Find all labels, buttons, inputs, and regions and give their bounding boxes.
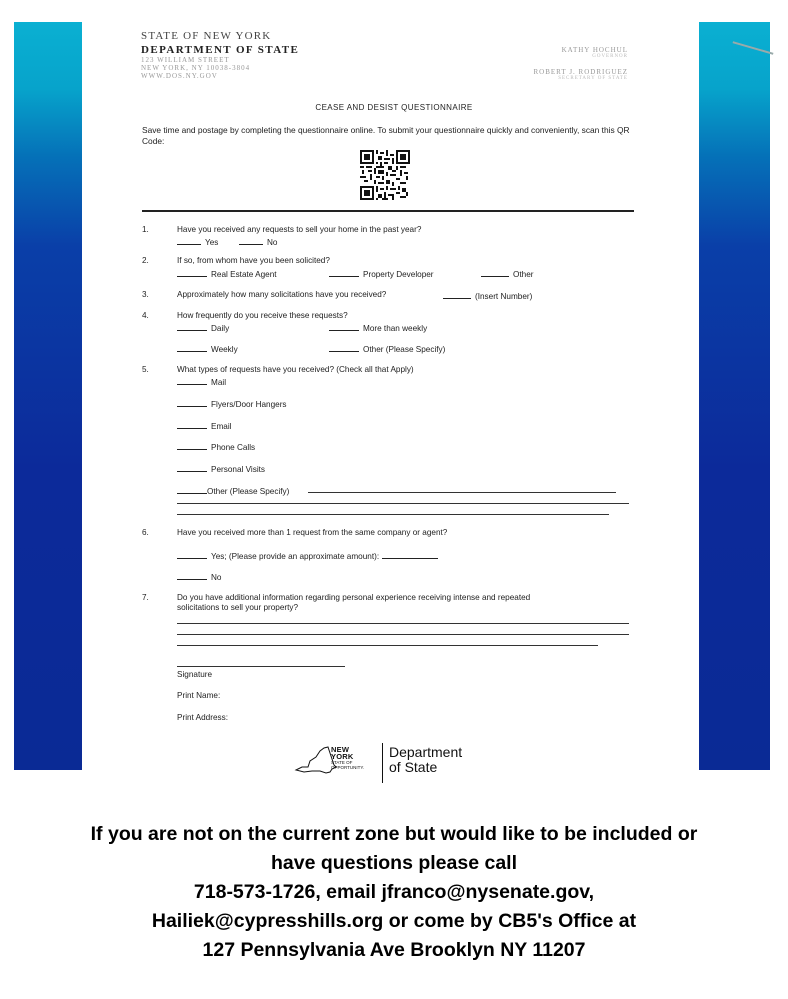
- ny-wordmark-line1: NEW YORK: [331, 745, 354, 761]
- q5-option-visits-label: Personal Visits: [211, 465, 266, 474]
- dept-wordmark-line2: of State: [389, 759, 438, 775]
- q6-text: Have you received more than 1 request from the same company or agent?: [177, 528, 448, 537]
- ny-wordmark: [331, 746, 364, 770]
- q4-option-weekly-label: Weekly: [211, 345, 238, 354]
- q5-text: What types of requests have you received? (Check all that Apply): [177, 365, 414, 374]
- q3-text: Approximately how many solicitations have you received?: [177, 290, 387, 299]
- q5-option-other-label: Other (Please Specify): [207, 487, 290, 496]
- ny-wordmark-line2: STATE OF: [331, 760, 353, 765]
- q5-number: 5.: [142, 365, 149, 374]
- q4-option-more-than-weekly[interactable]: [329, 322, 427, 333]
- q1-number: 1.: [142, 225, 149, 234]
- q5-other-line-2[interactable]: [177, 503, 629, 504]
- q3-count-field[interactable]: [443, 290, 532, 301]
- letterhead-website: WWW.DOS.NY.GOV: [141, 72, 218, 80]
- q2-text: If so, from whom have you been solicited?: [177, 256, 330, 265]
- section-divider: [142, 210, 634, 212]
- secretary-title: SECRETARY OF STATE: [558, 76, 628, 81]
- q5-option-phone-label: Phone Calls: [211, 443, 256, 452]
- q3-hint: (Insert Number): [475, 292, 533, 301]
- letterhead-address1: 123 WILLIAM STREET: [141, 56, 230, 64]
- q4-option-other[interactable]: [329, 343, 445, 354]
- q4-text: How frequently do you receive these requests?: [177, 311, 348, 320]
- q2-option-developer[interactable]: [329, 268, 434, 279]
- letterhead-officials: [528, 46, 628, 90]
- q6-yes-option[interactable]: [177, 550, 442, 561]
- q5-option-flyers[interactable]: [177, 398, 287, 409]
- dept-wordmark: [389, 745, 462, 775]
- q5-other-line-3[interactable]: [177, 514, 609, 515]
- q5-option-email[interactable]: [177, 420, 231, 431]
- contact-line-5: 127 Pennsylvania Ave Brooklyn NY 11207: [202, 939, 586, 961]
- q7-text-line2: solicitations to sell your property?: [177, 603, 299, 612]
- q6-number: 6.: [142, 528, 149, 537]
- signature-label: Signature: [177, 670, 213, 679]
- qr-code[interactable]: [360, 150, 410, 200]
- q1-text: Have you received any requests to sell your home in the past year?: [177, 225, 422, 234]
- signature-line[interactable]: [177, 666, 345, 667]
- q5-option-mail-label: Mail: [211, 378, 227, 387]
- contact-line-2: have questions please call: [270, 852, 518, 874]
- q5-option-mail[interactable]: [177, 376, 226, 387]
- q5-option-flyers-label: Flyers/Door Hangers: [211, 400, 287, 409]
- q3-number: 3.: [142, 290, 149, 299]
- contact-line-1: If you are not on the current zone but would like to be included or: [90, 823, 698, 845]
- q7-line-2[interactable]: [177, 634, 629, 635]
- right-blue-bar: [699, 22, 770, 770]
- q6-no-option[interactable]: [177, 571, 221, 582]
- letterhead: [141, 30, 299, 80]
- letterhead-department: DEPARTMENT OF STATE: [141, 44, 300, 56]
- contact-notice: [0, 820, 788, 965]
- q1-yes-label: Yes: [205, 238, 219, 247]
- q7-text-line1: Do you have additional information regarding personal experience receiving intense and repeated: [177, 593, 531, 602]
- secretary-name: ROBERT J. RODRIGUEZ: [533, 68, 628, 76]
- q2-option-other-label: Other: [513, 270, 534, 279]
- q4-option-weekly[interactable]: [177, 343, 238, 354]
- q1-yes-option[interactable]: [177, 236, 218, 247]
- q4-option-daily-label: Daily: [211, 324, 230, 333]
- form-title: CEASE AND DESIST QUESTIONNAIRE: [315, 103, 473, 112]
- form-intro: Save time and postage by completing the questionnaire online. To submit your questionnaire quickly and conveniently, scan this QR Code:: [142, 125, 630, 146]
- print-name-label: Print Name:: [177, 691, 221, 700]
- q4-option-more-than-weekly-label: More than weekly: [363, 324, 428, 333]
- ny-wordmark-line3: OPPORTUNITY.: [331, 765, 365, 770]
- contact-line-3: 718-573-1726, email jfranco@nysenate.gov,: [193, 881, 595, 903]
- q2-number: 2.: [142, 256, 149, 265]
- q5-option-other[interactable]: [177, 485, 289, 496]
- q7-number: 7.: [142, 593, 149, 602]
- q4-number: 4.: [142, 311, 149, 320]
- logo-divider: [382, 743, 383, 783]
- q2-option-other[interactable]: [481, 268, 533, 279]
- q5-other-line-1[interactable]: [308, 492, 616, 493]
- governor-title: GOVERNOR: [592, 54, 628, 59]
- q5-option-visits[interactable]: [177, 463, 265, 474]
- q5-option-email-label: Email: [211, 422, 232, 431]
- dept-wordmark-line1: Department: [389, 744, 463, 760]
- q2-option-agent[interactable]: [177, 268, 277, 279]
- letterhead-address2: NEW YORK, NY 10038-3804: [141, 64, 251, 72]
- governor-name: KATHY HOCHUL: [561, 46, 628, 54]
- q7-line-1[interactable]: [177, 623, 629, 624]
- q5-option-phone[interactable]: [177, 441, 255, 452]
- q4-option-daily[interactable]: [177, 322, 229, 333]
- letterhead-state: STATE OF NEW YORK: [141, 30, 272, 42]
- contact-line-4: Hailiek@cypresshills.org or come by CB5's Office at: [151, 910, 637, 932]
- left-blue-bar: [14, 22, 82, 770]
- q6-no-label: No: [211, 573, 222, 582]
- q2-option-agent-label: Real Estate Agent: [211, 270, 277, 279]
- q1-no-label: No: [267, 238, 278, 247]
- q2-option-developer-label: Property Developer: [363, 270, 434, 279]
- q7-line-3[interactable]: [177, 645, 598, 646]
- print-address-label: Print Address:: [177, 713, 228, 722]
- q4-option-other-label: Other (Please Specify): [363, 345, 446, 354]
- q6-yes-label: Yes; (Please provide an approximate amount):: [211, 552, 380, 561]
- q1-no-option[interactable]: [239, 236, 277, 247]
